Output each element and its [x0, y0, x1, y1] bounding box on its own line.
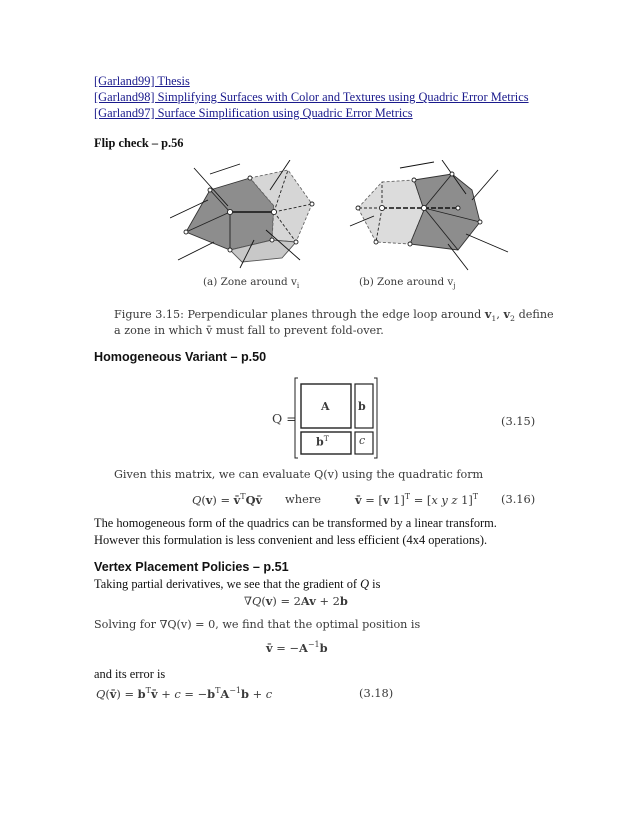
equation-number-3-16: (3.16): [501, 492, 536, 506]
homogeneous-paragraph-line-1: The homogeneous form of the quadrics can be transformed by a linear transform.: [94, 516, 497, 530]
q-matrix-label: Q =: [272, 411, 297, 426]
error-intro-text: and its error is: [94, 667, 166, 681]
figure-caption-line-1: Figure 3.15: Perpendicular planes through the edge loop around $v_1$, $v_2$ define: [114, 307, 554, 324]
equation-number-3-18: (3.18): [359, 686, 394, 700]
vertex-placement-heading: Vertex Placement Policies – p.51: [94, 560, 289, 574]
zone-around-vj-diagram: [350, 160, 508, 270]
reference-link-garland99[interactable]: [Garland99] Thesis: [94, 74, 190, 88]
q-matrix-right-column: [353, 376, 379, 460]
matrix-cell-c: c: [359, 434, 366, 447]
partial-derivatives-text: Taking partial derivatives, we see that the gradient of Q is: [94, 577, 381, 591]
homogeneous-variant-heading: Homogeneous Variant – p.50: [94, 350, 267, 364]
zone-around-vi-diagram: [170, 160, 314, 268]
homogeneous-vector-equation: v̄ = [v 1]$^T$ = [x y z 1]$^T$: [355, 492, 479, 507]
equation-number-3-15: (3.15): [501, 414, 536, 428]
quadratic-form-equation: Q(v) = v̄$^T$Qv̄: [192, 492, 263, 507]
figure-caption-line-2: a zone in which v̄ must fall to prevent fold-over.: [114, 324, 384, 337]
matrix-cell-a: A: [321, 400, 330, 413]
error-equation: Q(v̄) = $b^Tv̄ + c = -b^TA^{-1}b + c$: [96, 686, 273, 701]
reference-link-garland97[interactable]: [Garland97] Surface Simplification using Quadric Error Metrics: [94, 106, 413, 120]
matrix-cell-b: b: [358, 400, 366, 413]
equation-where-label: where: [285, 492, 322, 506]
optimal-position-equation: v̄ = $-A^{-1}b$: [266, 640, 328, 655]
zone-figure: [170, 160, 550, 272]
solving-text: Solving for ∇Q(v) = 0, we find that the optimal position is: [94, 618, 421, 631]
reference-link-garland98[interactable]: [Garland98] Simplifying Surfaces with Color and Textures using Quadric Error Metrics: [94, 90, 529, 104]
homogeneous-paragraph-line-2: However this formulation is less convenient and less efficient (4x4 operations).: [94, 533, 488, 547]
subfigure-label-a: (a) Zone around $v_i$: [203, 276, 300, 291]
flip-check-heading: Flip check – p.56: [94, 136, 184, 150]
given-matrix-text: Given this matrix, we can evaluate Q(v) using the quadratic form: [114, 468, 484, 481]
matrix-cell-bt: $b^T$: [316, 434, 329, 449]
gradient-equation: ∇Q(v) = 2Av + 2b: [244, 594, 348, 608]
subfigure-label-b: (b) Zone around $v_j$: [359, 276, 456, 291]
